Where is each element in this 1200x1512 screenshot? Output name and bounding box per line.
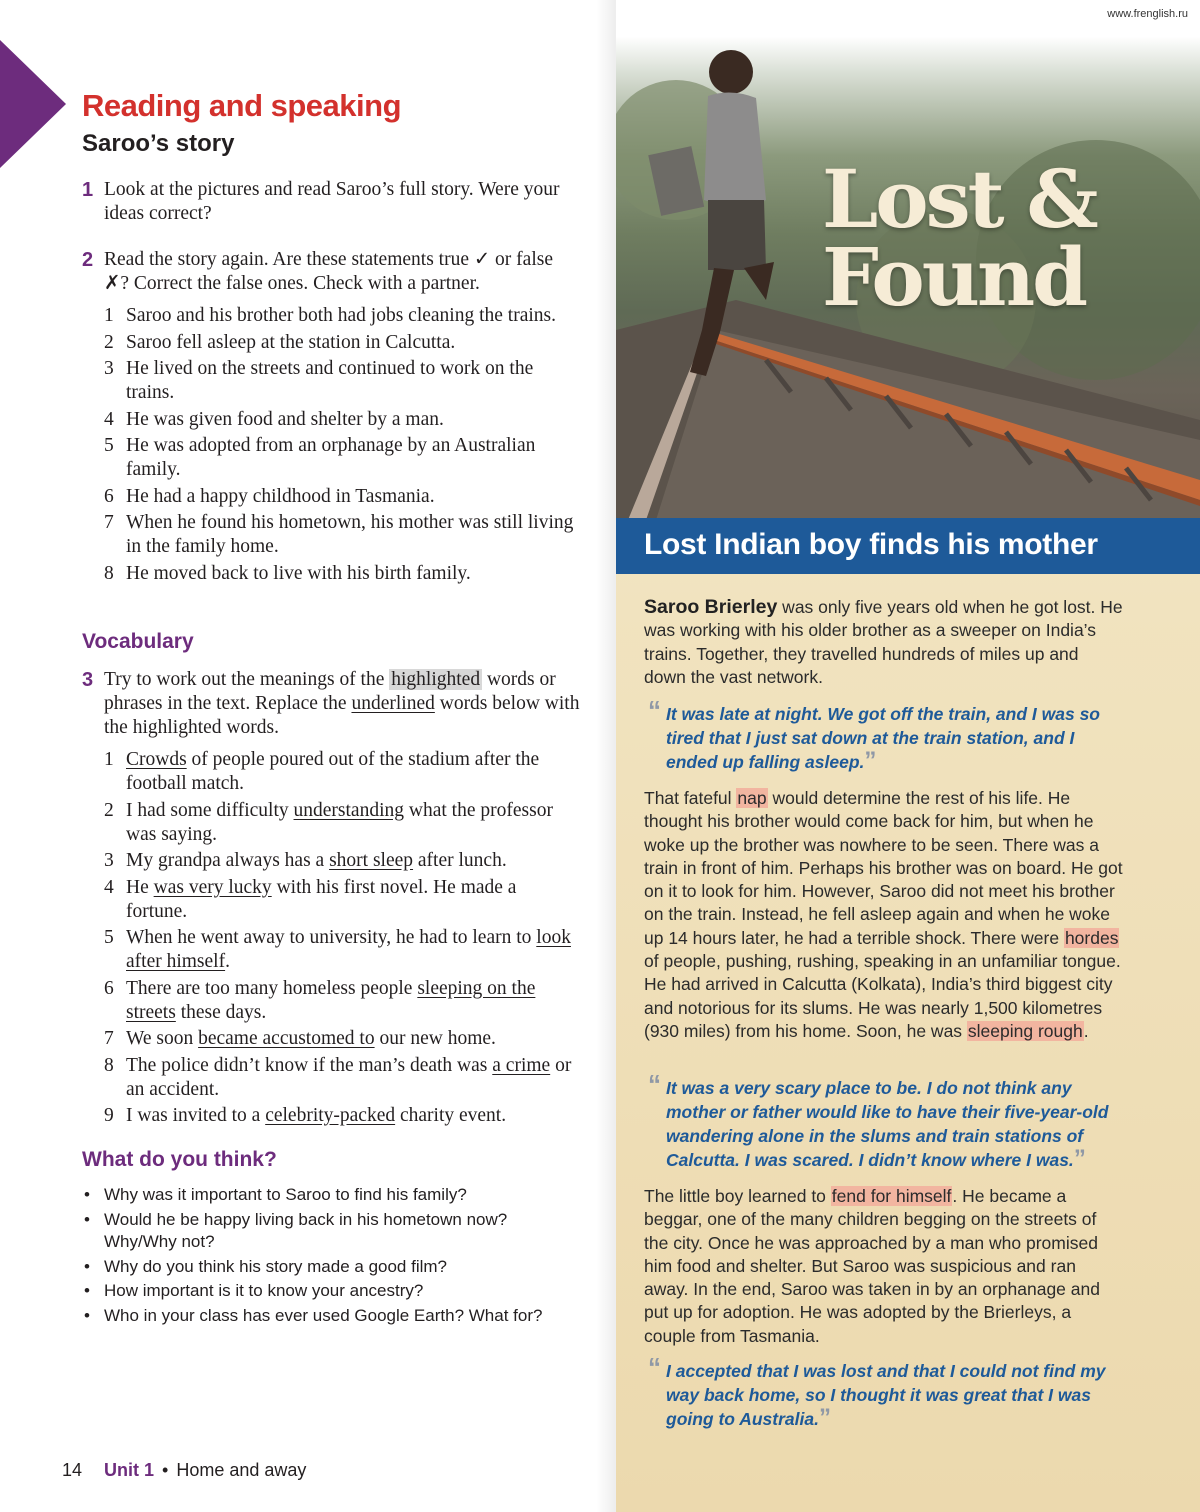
quote-2: “ It was a very scary place to be. I do not think any mother or father would like to have their five-year-old wandering alone in the slums and train stations of Calcutta. I was scared. I didn’t know where I was.” xyxy=(648,1069,1109,1172)
list-item: 3 He lived on the streets and continued to work on the trains. xyxy=(104,358,534,403)
vocab-highlight: fend for himself xyxy=(831,1186,952,1206)
list-item: 8 He moved back to live with his birth family. xyxy=(104,562,471,584)
quote-open-icon: “ xyxy=(648,1069,661,1099)
unit-label: Unit 1 xyxy=(104,1460,155,1480)
unit-title: Home and away xyxy=(176,1460,307,1480)
corner-tab-decoration xyxy=(0,40,66,168)
article-banner xyxy=(616,518,1200,574)
exercise-instruction: Read the story again. Are these statements true ✓ or false ✗? Correct the false ones. Check with a partner. xyxy=(104,249,553,294)
quote-open-icon: “ xyxy=(648,695,661,725)
exercise-2 xyxy=(82,248,582,588)
exercise-3: 3 Try to work out the meanings of the highlighted words or phrases in the text. Replace the underlined words below with the highlighted words. 1 Crowds of people poured out of the stadium after the football match. 2 I had some difficulty understanding what the professor was saying. 3 My grandpa always has a short sleep after lunch. 4 He was very lucky with his first novel. He made a fortune. 5 When he went away to university, he had to learn to look after himself. 6 There are too many homeless people sleeping on the streets these days. 7 We soon became accustomed to our new home. 8 The police didn’t know if the man’s death was a crime or an accident. 9 I was invited to a celebrity-packed charity event. xyxy=(82,668,582,1131)
page-number: 14 xyxy=(62,1460,83,1480)
section-title: Reading and speaking xyxy=(82,88,402,123)
list-item: • Would he be happy living back in his hometown now? Why/Why not? xyxy=(84,1209,508,1251)
list-item: 5 When he went away to university, he had to learn to look after himself. xyxy=(104,927,571,972)
list-item: 1 Crowds of people poured out of the stadium after the football match. xyxy=(104,749,540,794)
think-heading: What do you think? xyxy=(82,1148,277,1171)
page-footer: 14 Unit 1 • Home and away xyxy=(62,1460,307,1480)
paragraph-1: Saroo Brierley was only five years old when he got lost. He was working with his older brother as a sweeper on India’s trains. Together, they travelled hundreds of miles up and down the vast network. xyxy=(644,596,1123,687)
exercise-instruction: Look at the pictures and read Saroo’s full story. Were your ideas correct? xyxy=(104,179,560,224)
exercise-1 xyxy=(82,178,582,226)
paragraph-2: That fateful nap would determine the rest of his life. He thought his brother would come back for him, but when he woke up the brother was nowhere to be seen. There was a train in front of him. Perhaps his brother was on board. He got on it to look for him. However, Saroo did not meet his brother on the train. Instead, he fell asleep again and when he woke up 14 hours later, he had a terrible shock. There were hordes of people, pushing, rushing, speaking in an unfamiliar tongue. He had arrived in Calcutta (Kolkata), India’s third biggest city and notorious for its slums. He was nearly 1,500 kilometres (930 miles) from his home. Soon, he was sleeping rough. xyxy=(644,788,1123,1041)
what-do-you-think xyxy=(82,1148,582,1329)
list-item: 9 I was invited to a celebrity-packed charity event. xyxy=(104,1105,507,1126)
list-item: 5 He was adopted from an orphanage by an Australian family. xyxy=(104,435,536,480)
right-page xyxy=(616,0,1200,1512)
list-item: 4 He was given food and shelter by a man. xyxy=(104,408,444,430)
list-item: • Why do you think his story made a good film? xyxy=(84,1256,447,1276)
list-item: 8 The police didn’t know if the man’s death was a crime or an accident. xyxy=(104,1054,572,1100)
statement-list xyxy=(104,304,582,586)
list-item: 3 My grandpa always has a short sleep after lunch. xyxy=(104,850,507,871)
quote-1: “ It was late at night. We got off the train, and I was so tired that I just sat down at the train station, and I ended up falling asleep.” xyxy=(648,695,1100,774)
vocabulary-heading: Vocabulary xyxy=(82,630,194,653)
highlighted-sample: highlighted xyxy=(391,669,481,690)
page-gutter xyxy=(596,0,618,1512)
vocabulary-list xyxy=(104,748,582,1128)
list-item: 2 I had some difficulty understanding what the professor was saying. xyxy=(104,799,553,845)
quote-close-icon: ” xyxy=(818,1404,831,1431)
exercise-number: 1 xyxy=(82,179,94,201)
list-item: 6 He had a happy childhood in Tasmania. xyxy=(104,485,435,507)
section-subtitle: Saroo’s story xyxy=(82,130,235,157)
exercise-number: 3 xyxy=(82,669,94,691)
list-item: 2 Saroo fell asleep at the station in Calcutta. xyxy=(104,331,456,353)
list-item: 7 When he found his hometown, his mother was still living in the family home. xyxy=(104,512,574,557)
underlined-sample: underlined xyxy=(351,693,435,714)
quote-close-icon: ” xyxy=(1073,1145,1086,1172)
article-title: Lost Indian boy finds his mother xyxy=(644,528,1098,561)
list-item: • Why was it important to Saroo to find his family? xyxy=(84,1185,467,1204)
vocab-highlight: nap xyxy=(737,788,767,808)
discussion-list xyxy=(82,1184,582,1327)
cover-photo xyxy=(616,0,1200,520)
vocab-highlight: hordes xyxy=(1064,927,1119,948)
list-item: 4 He was very lucky with his first novel. He made a fortune. xyxy=(104,876,517,922)
list-item: 7 We soon became accustomed to our new home. xyxy=(104,1028,496,1049)
quote-open-icon: “ xyxy=(648,1352,661,1382)
list-item: 6 There are too many homeless people sleeping on the streets these days. xyxy=(104,977,536,1023)
headline: Lost & Found xyxy=(822,152,1096,324)
site-watermark: www.frenglish.ru xyxy=(1107,8,1188,20)
list-item: • How important is it to know your ancestry? xyxy=(84,1281,424,1300)
paragraph-3: The little boy learned to fend for himself. He became a beggar, one of the many children begging on the streets of the city. Once he was approached by a man who promised him food and shelter. But Saroo was suspicious and ran away. In the end, Saroo was taken in by an orphanage and put up for adoption. He was adopted by the Brierleys, a couple from Tasmania. xyxy=(644,1186,1100,1346)
list-item: 1 Saroo and his brother both had jobs cleaning the trains. xyxy=(104,305,556,326)
vocab-highlight: sleeping rough xyxy=(967,1020,1083,1041)
list-item: • Who in your class has ever used Google Earth? What for? xyxy=(84,1305,543,1325)
quote-close-icon: ” xyxy=(864,747,877,774)
quote-3: “ I accepted that I was lost and that I could not find my way back home, so I thought it was great that I was going to Australia.” xyxy=(648,1352,1106,1431)
person-name: Saroo Brierley xyxy=(644,596,778,618)
exercise-number: 2 xyxy=(82,249,94,271)
